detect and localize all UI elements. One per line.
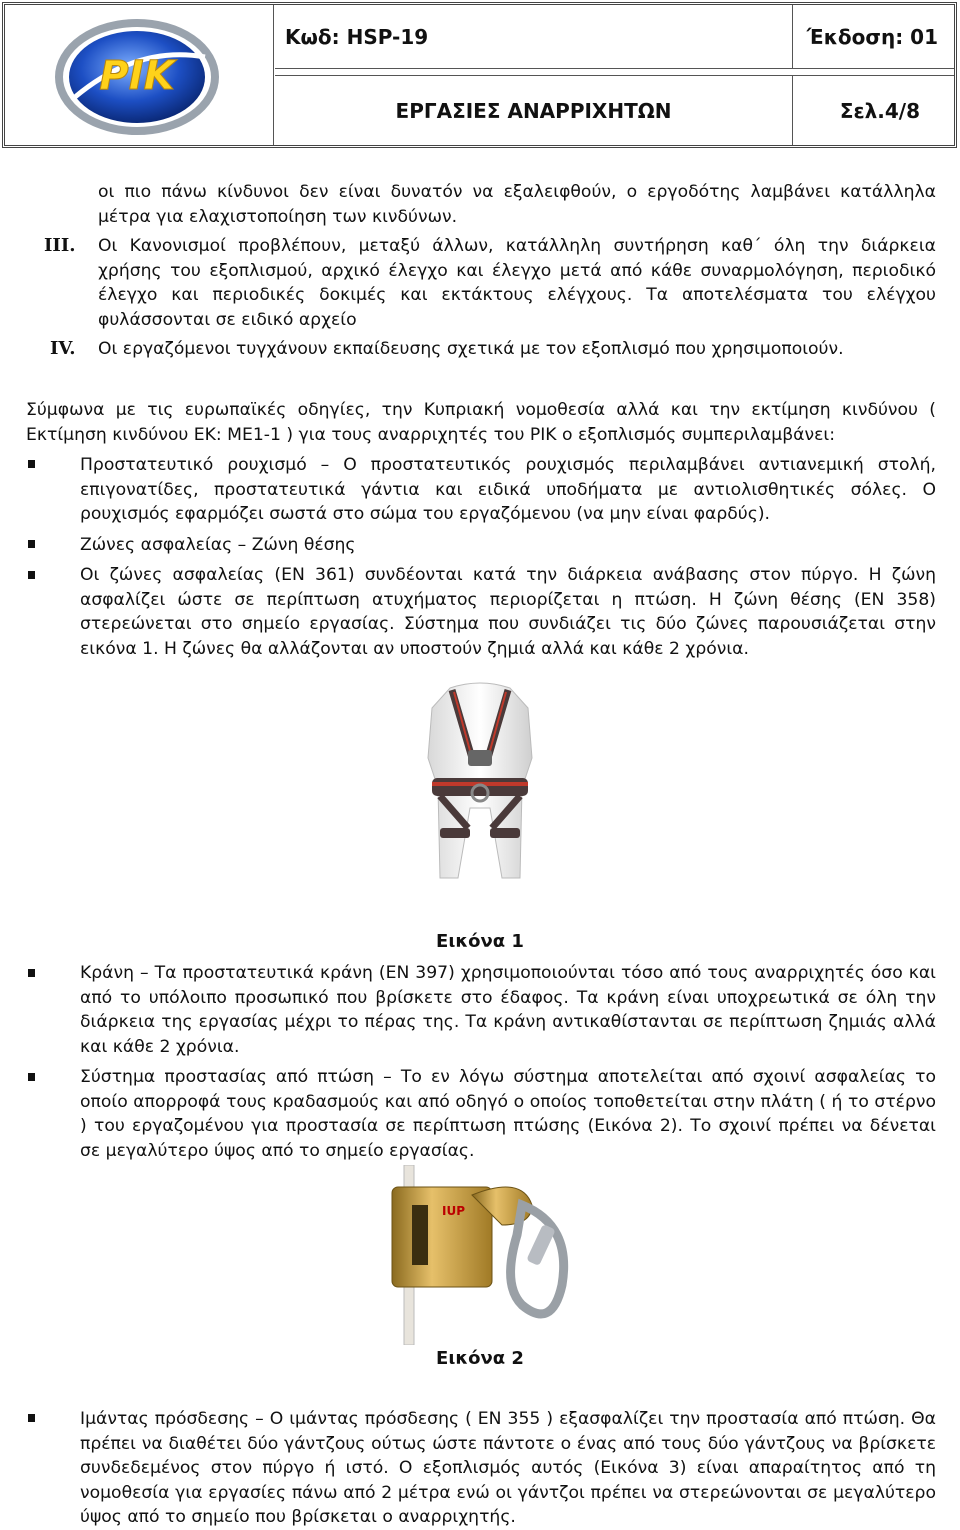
bullet-marker bbox=[28, 1414, 35, 1422]
document-header bbox=[2, 2, 957, 148]
intro-continuation: οι πιο πάνω κίνδυνοι δεν είναι δυνατόν να εξαλειφθούν, ο εργοδότης λαμβάνει κατάλληλα μέτρα για ελαχιστοποίηση των κινδύνων. bbox=[98, 182, 936, 227]
figure-2-caption: Εικόνα 2 bbox=[436, 1348, 524, 1369]
bullet-marker bbox=[28, 571, 35, 579]
document-code: Κωδ: HSP-19 bbox=[275, 5, 793, 69]
harness-image bbox=[410, 678, 550, 888]
item-number-4: IV. bbox=[50, 338, 76, 359]
bullet-marker bbox=[28, 969, 35, 977]
bullet-belt-description: Οι ζώνες ασφαλείας (EN 361) συνδέονται κατά την διάρκεια ανάβασης στον πύργο. Η ζώνη ασφαλίζει ώστε σε περίπτωση ατυχήματος περιορίζεται η πτώση. Η ζώνη θέσης (EN 358) στερεώνεται στο σημείο εργασίας. Σύστημα που συνδιάζει τις δύο ζώνες παρουσιάζεται στην εικόνα 1. Η ζώνες θα αλλάζονται αν υποστούν ζημιά αλλά και κάθε 2 χρόνια. bbox=[80, 565, 936, 659]
document-version: Έκδοση: 01 bbox=[793, 5, 954, 69]
fall-arrester-image bbox=[382, 1165, 578, 1345]
logo-text: ΡΙΚ bbox=[99, 53, 175, 99]
bullet-helmets: Κράνη – Τα προστατευτικά κράνη (EN 397) χρησιμοποιούνται τόσο από τους αναρριχητές όσο και από το υπόλοιπο προσωπικό που βρίσκετε στο έδαφος. Τα κράνη είναι υποχρεωτικά σε όλη την διάρκεια της εργασίας μέχρι το πέρας της. Τα κράνη αντικαθίστανται σε περίπτωση ζημιάς αλλά και κάθε 2 χρόνια. bbox=[80, 963, 936, 1057]
svg-text:IUP: IUP bbox=[442, 1204, 466, 1218]
bullet-lanyard: Ιμάντας πρόσδεσης – Ο ιμάντας πρόσδεσης ( EN 355 ) εξασφαλίζει την προστασία από πτώση. Θα πρέπει να διαθέτει δύο γάντζους ούτως ώστε πάντοτε ο ένας από τους δύο γάντζους να βρίσκετε συνδεδεμένος στον πύργο ή ιστό. Ο εξοπλισμός αυτός (Εικόνα 3) είναι απαραίτητος από τη νομοθεσία για εργασίες πάνω από 2 μέτρα ενώ οι γάντζοι πρέπει να στερεώνονται σε μεγαλύτερο ύψος από το σημείο που βρίσκεται ο αναρριχητής. bbox=[80, 1409, 936, 1528]
item-number-3: III. bbox=[44, 235, 76, 256]
figure-1-caption: Εικόνα 1 bbox=[436, 931, 524, 952]
company-logo bbox=[5, 5, 273, 145]
document-title: ΕΡΓΑΣΙΕΣ ΑΝΑΡΡΙΧΗΤΩΝ bbox=[275, 75, 793, 145]
logo-cell bbox=[5, 5, 274, 145]
bullet-protective-clothing: Προστατευτικό ρουχισμό – Ο προστατευτικός ρουχισμός περιλαμβάνει αντιανεμική στολή, επιγονατίδες, προστατευτικά γάντια και ειδικά υποδήματα με αντιολισθητικές σόλες. Ο ρουχισμός εφαρμόζει σωστά στο σώμα του εργαζόμενου (να μην είναι φαρδύς). bbox=[80, 455, 936, 525]
item-text-4: Οι εργαζόμενοι τυγχάνουν εκπαίδευσης σχετικά με τον εξοπλισμό που χρησιμοποιούν. bbox=[98, 339, 844, 359]
bullet-marker bbox=[28, 540, 35, 548]
page-number: Σελ.4/8 bbox=[793, 75, 954, 145]
bullet-fall-protection: Σύστημα προστασίας από πτώση – Το εν λόγω σύστημα αποτελείται από σχοινί ασφαλείας το οποίο απορροφά τους κραδασμούς και από οδηγό ο οποίος τοποθετείται στην πλάτη ( ή το στέρνο ) του εργαζομένου για προστασία σε περίπτωση πτώσης (Εικόνα 2). Το σχοινί πρέπει να δένεται σε μεγαλύτερο ύψος από το σημείο εργασίας. bbox=[80, 1067, 936, 1161]
equipment-intro-paragraph: Σύμφωνα με τις ευρωπαϊκές οδηγίες, την Κυπριακή νομοθεσία αλλά και την εκτίμηση κινδύνου ( Εκτίμηση κινδύνου ΕΚ: ΜΕ1-1 ) για τους αναρριχητές του ΡΙΚ ο εξοπλισμός συμπεριλαμβάνει: bbox=[26, 400, 936, 445]
bullet-marker bbox=[28, 1073, 35, 1081]
bullet-marker bbox=[28, 460, 35, 468]
item-text-3: Οι Κανονισμοί προβλέπουν, μεταξύ άλλων, κατάλληλη συντήρηση καθ΄ όλη την διάρκεια χρήσης του εξοπλισμού, αρχικό έλεγχο και έλεγχο μετά από κάθε συναρμολόγηση, περιοδικό έλεγχο και περιοδικές δοκιμές και εκτάκτους ελέγχους. Τα αποτελέσματα του ελέγχου φυλάσσονται σε ειδικό αρχείο bbox=[98, 236, 936, 330]
bullet-safety-belts: Ζώνες ασφαλείας – Ζώνη θέσης bbox=[80, 535, 356, 555]
